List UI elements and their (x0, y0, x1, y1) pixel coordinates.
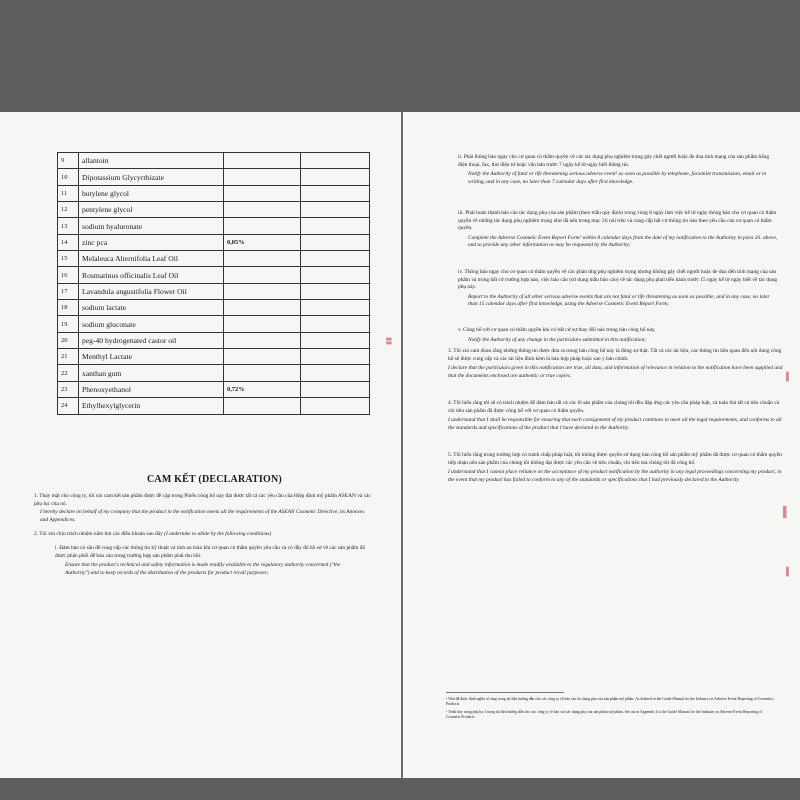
ingredient-name: pentylene glycol (79, 202, 224, 218)
ingredient-name: sodium lactate (79, 300, 224, 316)
left-page (0, 112, 401, 778)
declaration-item-4: 4. Tôi hiểu rằng tôi sẽ có trách nhiệm để đảm bảo tất cả các lô sản phẩm của chúng tôi đều đáp ứng các yêu cầu pháp luật, và tuân thủ tất cả tiêu chuẩn và chi tiêu sản phẩm đã được công bố với cơ quan có thẩm quyền. I understand that I shall be responsible for ensuring that each consignment of my product continues to meet all the legal requirements, and conforms to all the standards and specifications of the product that I have declared to the Authority. (448, 400, 782, 431)
ingredient-name: Menthyl Lactate (79, 349, 224, 365)
ingredient-percent (224, 185, 301, 201)
ingredient-percent (224, 169, 301, 185)
ingredient-number: 21 (58, 349, 79, 365)
red-seal-mark: ▌ (786, 567, 792, 576)
ingredient-number: 20 (58, 332, 79, 348)
red-seal-mark: ▌ (783, 507, 791, 518)
ingredient-row (58, 381, 370, 397)
ingredient-number: 22 (58, 365, 79, 381)
ingredient-blank-cell (301, 251, 370, 267)
ingredient-percent (224, 398, 301, 414)
ingredient-row (58, 234, 370, 250)
declaration-item-1: 1. Thay mặt cho công ty, tôi xin cam kết sản phẩm được đề cập trong Phiếu công bố này đạt được tất cả các yêu cầu của Hiệp định mỹ phẩm ASEAN và các phụ lục của nó. I hereby declare on behalf of my company that the product in the notification meets all the requirements of the ASEAN Cosmetic Directive, its Annexes and Appendices. (34, 493, 371, 523)
ingredient-percent (224, 283, 301, 299)
ingredient-number: 13 (58, 218, 79, 234)
condition-ii: ii. Phải thông báo ngay cho cơ quan có thẩm quyền về các tác dụng phụ nghiêm trọng gây chết người hoặc đe doạ tính mạng của sản phẩm bằng điện thoại, fax, thư điện tử hoặc văn bản trước 7 ngày kể từ ngày biết thông tin. Notify the Authority of fatal or life threatening serious adverse event¹ as soon as possible by telephone, facsimile transmission, email or in writing, and in any case, no later than 7 calendar days after first knowledge. (458, 154, 770, 185)
ingredient-row (58, 218, 370, 234)
ingredient-number: 15 (58, 251, 79, 267)
ingredient-name: Melaleuca Alternifolia Leaf Oil (79, 251, 224, 267)
ingredient-row (58, 365, 370, 381)
ingredient-row (58, 185, 370, 201)
ingredient-number: 23 (58, 381, 79, 397)
ingredient-percent (224, 153, 301, 169)
ingredient-name: Ethylhexylglycerin (79, 398, 224, 414)
ingredient-row (58, 349, 370, 365)
ingredient-blank-cell (301, 283, 370, 299)
ingredient-row (58, 398, 370, 414)
ingredient-name: Dipotassium Glycyrrhizate (79, 169, 224, 185)
ingredient-row (58, 332, 370, 348)
ingredient-blank-cell (301, 381, 370, 397)
ingredient-number: 9 (58, 153, 79, 169)
ingredient-blank-cell (301, 169, 370, 185)
ingredient-name: allantoin (79, 153, 224, 169)
ingredient-percent: 0,05% (224, 234, 301, 250)
footnote-2: ² Trình bày trong phụ lục I trong tài liệu hướng dẫn cho các công ty về báo cáo tác dụng phụ của sản phẩm mỹ phẩm. Set out in Appendix I to the Guide Manual for the Industry on Adverse Event Reporting of Cosmetic Products (446, 710, 763, 720)
ingredient-blank-cell (301, 218, 370, 234)
ingredient-blank-cell (301, 202, 370, 218)
ingredient-number: 16 (58, 267, 79, 283)
ingredient-number: 17 (58, 283, 79, 299)
ingredient-blank-cell (301, 365, 370, 381)
ingredient-blank-cell (301, 153, 370, 169)
ingredient-percent (224, 202, 301, 218)
ingredient-row (58, 316, 370, 332)
ingredient-blank-cell (301, 267, 370, 283)
declaration-item-2i: i. Đảm bảo có sẵn để cung cấp các thông tin kỹ thuật và tính an toàn khi cơ quan có thẩm quyền yêu cầu và có đầy đủ hồ sơ về các sản phẩm đã được phân phối để báo cáo trong trường hợp sản phẩm phải thu hồi. Ensure that the product's technical and safety information is made readily available to the regulatory authority concerned ("the Authority") and to keep records of the distribution of the products for product recall purposes; (55, 545, 365, 576)
ingredient-percent (224, 349, 301, 365)
condition-iv: iv. Thông báo ngay cho cơ quan có thẩm quyền về các phản ứng phụ nghiêm trọng nhưng không gây chết người hoặc đe dọa đến tính mạng của sản phẩm và trong bất cứ trường hợp nào, việc báo cáo (sử dụng mẫu báo cáo) về tác dụng phụ phải tiến hành trước 15 ngày kể từ ngày biết về tác dụng phụ này. Report to the Authority of all other serious adverse events that are not fatal or life threatening as soon as possible, and in any case, no later than 15 calendar days after first knowledge, using the Adverse Cosmetic Event Report Form; (458, 269, 778, 308)
ingredient-percent: 0,72% (224, 381, 301, 397)
ingredient-name: xanthan gum (79, 365, 224, 381)
ingredient-number: 10 (58, 169, 79, 185)
ingredient-number: 12 (58, 202, 79, 218)
ingredient-row (58, 283, 370, 299)
ingredient-name: peg-40 hydrogenated castor oil (79, 332, 224, 348)
red-seal-mark: ▮▮ (384, 337, 392, 345)
ingredient-blank-cell (301, 316, 370, 332)
red-seal-mark: ▌ (786, 372, 792, 381)
ingredient-blank-cell (301, 300, 370, 316)
ingredient-row (58, 267, 370, 283)
ingredient-blank-cell (301, 398, 370, 414)
ingredient-name: Phenoxyethanol (79, 381, 224, 397)
ingredient-percent (224, 267, 301, 283)
ingredient-row (58, 251, 370, 267)
ingredient-percent (224, 218, 301, 234)
ingredient-percent (224, 332, 301, 348)
ingredient-number: 11 (58, 185, 79, 201)
footnote-rule (446, 692, 564, 693)
ingredient-number: 14 (58, 234, 79, 250)
ingredient-number: 19 (58, 316, 79, 332)
footnote-1: ¹ Như đã được định nghĩa rõ ràng trong tài liệu hướng dẫn cho các công ty về báo cáo tác dụng phụ của sản phẩm mỹ phẩm. As defined in the Guide Manual for the Industry on Adverse Event Reporting of Cosmetics Products (446, 697, 774, 707)
ingredient-name: sodium hyaluronate (79, 218, 224, 234)
condition-iii: iii. Phải hoàn thành báo cáo tác dụng phụ của sản phẩm (theo mẫu quy định) trong vòng 8 ngày làm việc kể từ ngày thông báo cho cơ quan có thẩm quyền về những tác dụng phụ nghiêm trọng như đã nêu trong mục 2ii nói trên và cung cấp bất cứ thông tin nào theo yêu cầu của cơ quan có thẩm quyền. Complete the Adverse Cosmetic Event Report Form² within 8 calendar days from the date of my notification to the Authority in para 2ii. above, and to provide any other information as may be requested by the Authority; (458, 210, 778, 249)
declaration-item-3: 3. Tôi xin cam đoan rằng những thông tin được đưa ra trong bản công bố này là đúng sự thật. Tất cả các tài liệu, các thông tin liên quan đến nội dung công bố sẽ được cung cấp và các tài liệu đính kèm là bản hợp pháp hoặc sao y bản chính. I declare that the particulars given in this notification are true, all data, and information of relevance in relation to the notification have been supplied and that the documents enclosed are authentic or true copies. (448, 348, 783, 379)
ingredient-table (57, 152, 370, 415)
ingredient-percent (224, 300, 301, 316)
ingredient-name: butylene glycol (79, 185, 224, 201)
condition-v: v. Công bố với cơ quan có thẩm quyền khi có bất cứ sự thay đổi nào trong bản công bố này. Notify the Authority of any change in the particulars submitted in this notification; (458, 327, 656, 343)
ingredient-name: Rosmarinus officinalis Leaf Oil (79, 267, 224, 283)
ingredient-blank-cell (301, 349, 370, 365)
ingredient-blank-cell (301, 234, 370, 250)
ingredient-percent (224, 316, 301, 332)
declaration-title: CAM KẾT (DECLARATION) (147, 474, 282, 485)
ingredient-number: 24 (58, 398, 79, 414)
ingredient-name: zinc pca (79, 234, 224, 250)
declaration-item-2: 2. Tôi xin chịu trách nhiệm nắm thủ các điều khoản sau đây (I undertake to abide by the following conditions) (34, 531, 272, 537)
ingredient-row (58, 153, 370, 169)
ingredient-name: sodium gluconate (79, 316, 224, 332)
ingredient-row (58, 300, 370, 316)
ingredient-row (58, 169, 370, 185)
ingredient-percent (224, 251, 301, 267)
ingredient-blank-cell (301, 185, 370, 201)
right-page (403, 112, 800, 778)
declaration-item-5: 5. Tôi hiểu rằng trong trường hợp có tranh chấp pháp luật, tôi không được quyền sử dụng bản công bố sản phẩm mỹ phẩm đã được cơ quan có thẩm quyền tiếp nhận nếu sản phẩm của chúng tôi không đạt được các yêu cầu về tiêu chuẩn, chi tiêu mà chúng tôi đã công bố. I understand that I cannot place reliance on the acceptance of my product notification by the authority in any legal proceedings concerning my product, in the event that my product has failed to conform to any of the standards or specifications that I had previously declared to the Authority. (448, 452, 782, 483)
ingredient-name: Lavandula angustifolia Flower Oil (79, 283, 224, 299)
ingredient-blank-cell (301, 332, 370, 348)
ingredient-number: 18 (58, 300, 79, 316)
ingredient-row (58, 202, 370, 218)
ingredient-percent (224, 365, 301, 381)
